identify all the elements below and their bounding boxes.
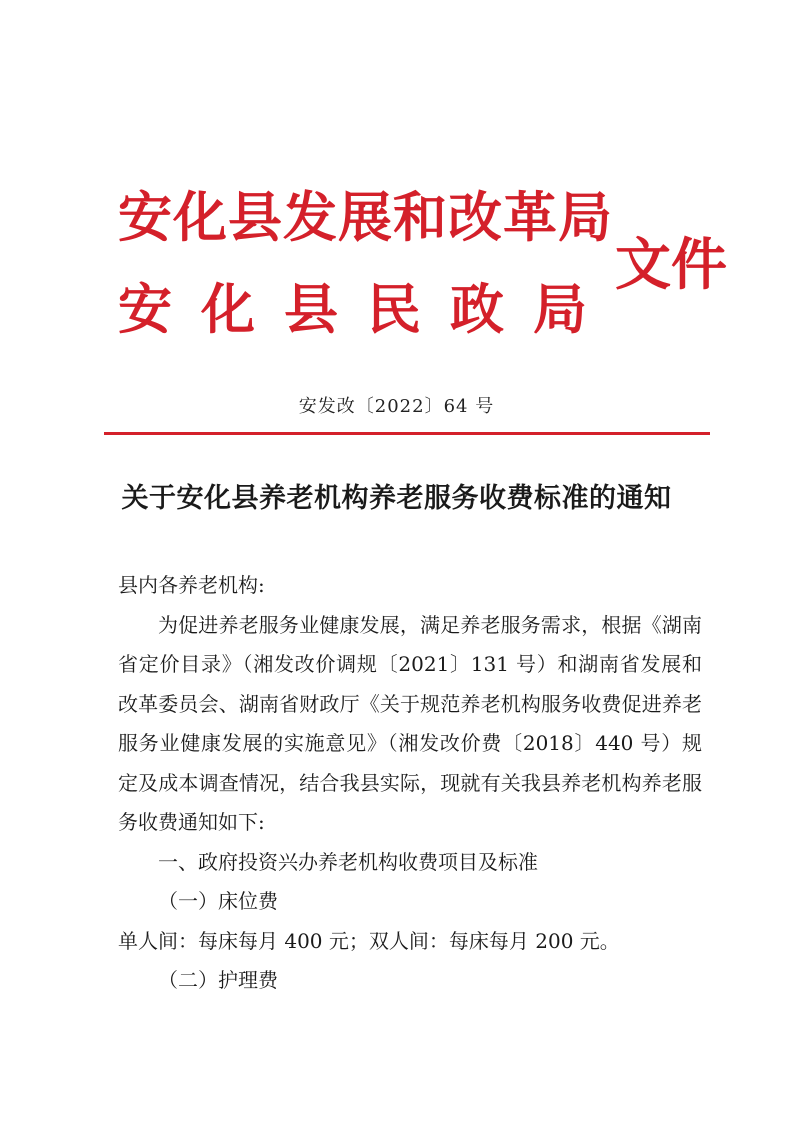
issuer-header bbox=[118, 175, 727, 345]
section-heading-1: 一、政府投资兴办养老机构收费项目及标准 bbox=[158, 849, 538, 874]
body-paragraph-1: 为促进养老服务业健康发展，满足养老服务需求，根据《湖南省定价目录》（湘发改价调规〔2021〕131 号）和湖南省发展和改革委员会、湖南省财政厅《关于规范养老机构服务收费促进养老服务业健康发展的实施意见》（湘发改价费〔2018〕440 号）规定及成本调查情况，结合我县实际，现就有关我县养老机构养老服务收费通知如下: bbox=[118, 612, 702, 834]
subsection-heading-1: （一）床位费 bbox=[158, 889, 278, 913]
issuer-document-suffix: 文件 bbox=[615, 232, 727, 298]
red-divider-line bbox=[104, 432, 710, 435]
subsection-detail-1: 单人间：每床每月 400 元；双人间：每床每月 200 元。 bbox=[118, 928, 620, 953]
document-body bbox=[118, 566, 702, 1001]
document-number: 安发改〔2022〕64 号 bbox=[298, 396, 495, 417]
issuer-name-secondary: 安化县民政局 bbox=[118, 277, 616, 341]
subsection-heading-2: （二）护理费 bbox=[158, 968, 278, 992]
document-title: 关于安化县养老机构养老服务收费标准的通知 bbox=[121, 483, 672, 514]
salutation: 县内各养老机构: bbox=[118, 573, 265, 597]
issuer-name-primary: 安化县发展和改革局 bbox=[118, 185, 613, 249]
